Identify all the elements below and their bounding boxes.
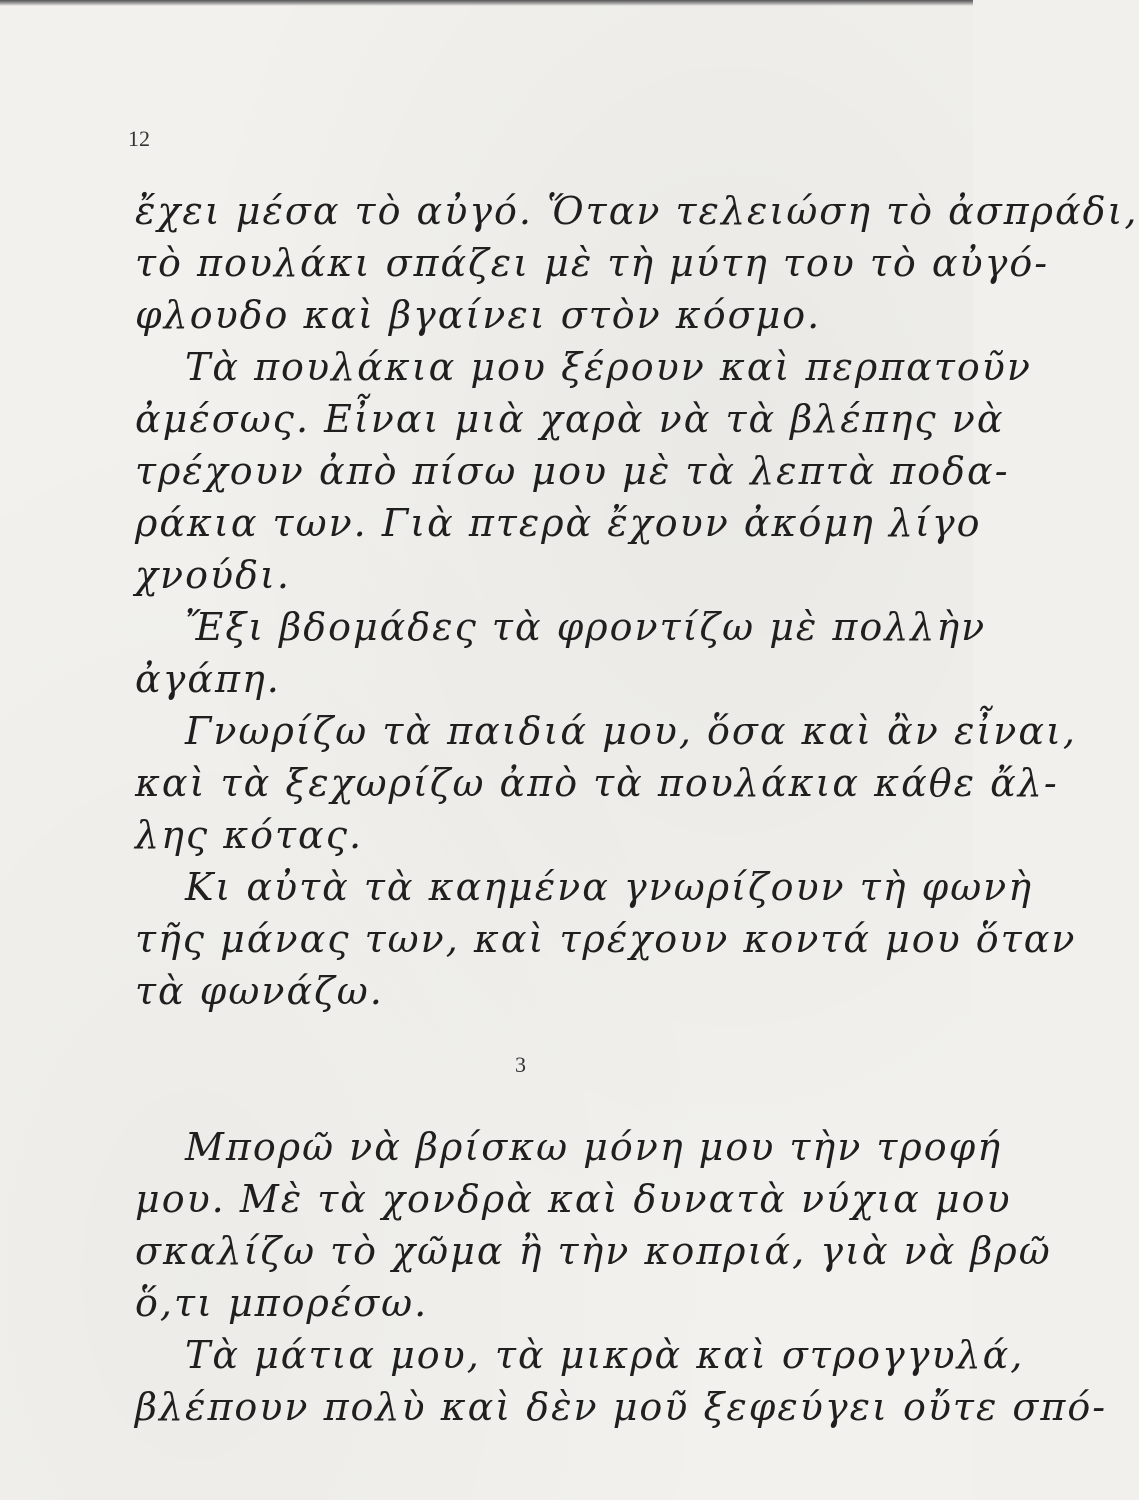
text-line: καὶ τὰ ξεχωρίζω ἀπὸ τὰ πουλάκια κάθε ἄλ- [135, 761, 1059, 805]
page-top-edge [0, 0, 973, 6]
paragraph-start-line: Τὰ πουλάκια μου ξέρουν καὶ περπατοῦν [185, 345, 1032, 389]
text-line: τὰ φωνάζω. [135, 969, 384, 1013]
text-line: ἀμέσως. Εἶναι μιὰ χαρὰ νὰ τὰ βλέπης νὰ [135, 397, 1005, 441]
text-line: σκαλίζω τὸ χῶμα ἢ τὴν κοπριά, γιὰ νὰ βρῶ [135, 1229, 1052, 1273]
paragraph-start-line: Κι αὐτὰ τὰ καημένα γνωρίζουν τὴ φωνὴ [185, 865, 1034, 909]
text-line: ράκια των. Γιὰ πτερὰ ἔχουν ἀκόμη λίγο [135, 501, 982, 545]
text-line: βλέπουν πολὺ καὶ δὲν μοῦ ξεφεύγει οὔτε σπό- [135, 1385, 1108, 1429]
paragraph-start-line: Γνωρίζω τὰ παιδιά μου, ὅσα καὶ ἂν εἶναι, [185, 709, 1077, 753]
text-line: ἀγάπη. [135, 657, 281, 701]
paragraph-start-line: Τὰ μάτια μου, τὰ μικρὰ καὶ στρογγυλά, [185, 1333, 1025, 1377]
text-line: μου. Μὲ τὰ χονδρὰ καὶ δυνατὰ νύχια μου [135, 1177, 1012, 1221]
text-line: χνούδι. [135, 553, 291, 597]
text-line: τρέχουν ἀπὸ πίσω μου μὲ τὰ λεπτὰ ποδα- [135, 449, 1010, 493]
text-line: ὅ,τι μπορέσω. [135, 1281, 429, 1325]
text-line: τῆς μάνας των, καὶ τρέχουν κοντά μου ὅταν [135, 917, 1077, 961]
text-line: φλουδο καὶ βγαίνει στὸν κόσμο. [135, 293, 822, 337]
paragraph-start-line: Ἔξι βδομάδες τὰ φροντίζω μὲ πολλὴν [185, 605, 987, 649]
text-line: τὸ πουλάκι σπάζει μὲ τὴ μύτη του τὸ αὐγό- [135, 241, 1050, 285]
paragraph-start-line: Μπορῶ νὰ βρίσκω μόνη μου τὴν τροφή [185, 1125, 1002, 1169]
text-line: λης κότας. [135, 813, 364, 857]
page-number: 12 [128, 126, 150, 151]
section-number: 3 [515, 1052, 526, 1077]
text-line: ἔχει μέσα τὸ αὐγό. Ὅταν τελειώση τὸ ἀσπράδι, [135, 189, 1139, 233]
